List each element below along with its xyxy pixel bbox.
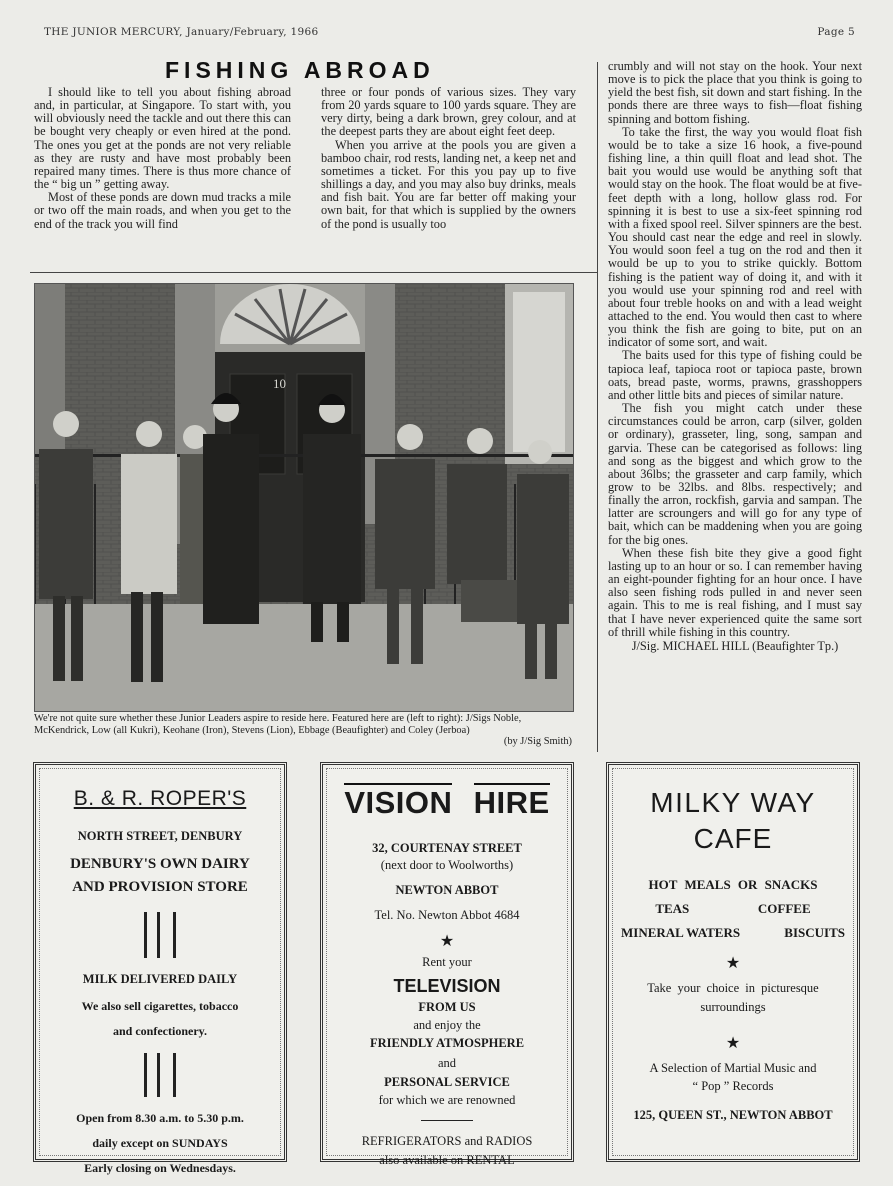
cafe-selection-2: “ Pop ” Records — [692, 1079, 774, 1093]
cafe-teas: TEAS — [655, 901, 690, 916]
vision-renowned: for which we are renowned — [378, 1093, 516, 1107]
cafe-address: 125, QUEEN ST., NEWTON ABBOT — [633, 1108, 833, 1122]
cafe-snacks-row — [621, 925, 845, 941]
cafe-take-2: surroundings — [700, 1000, 766, 1014]
vision-hire-logo — [335, 785, 559, 821]
page-number: Page 5 — [817, 26, 855, 38]
vision-rental: also available on RENTAL — [379, 1153, 515, 1167]
star-icon: ★ — [725, 955, 741, 972]
vision-next-door: (next door to Woolworths) — [380, 858, 514, 872]
article-column-3 — [608, 60, 862, 653]
roper-address: NORTH STREET, DENBURY — [77, 829, 243, 843]
author-signature: J/Sig. MICHAEL HILL (Beaufighter Tp.) — [631, 638, 839, 653]
cafe-take-1: Take your choice in picturesque — [647, 981, 819, 995]
vision-service: PERSONAL SERVICE — [384, 1075, 510, 1089]
paragraph: When you arrive at the pools you are given a bamboo chair, rod rests, landing net, a keep net and sometimes a ticket. For this you pay up to five shillings a day, and you may also buy drinks, meals and fish bait. You are far better off making your own bait, for that which is supplied by the owners of the pond is usually too — [321, 137, 576, 231]
vision-fridge: REFRIGERATORS and RADIOS — [361, 1134, 533, 1148]
article-column-1 — [34, 86, 291, 231]
photo-credit: (by J/Sig Smith) — [503, 736, 572, 747]
roper-hours-2: daily except on SUNDAYS — [92, 1136, 228, 1150]
divider-bars — [144, 912, 176, 958]
cafe-hot-meals: HOT MEALS OR SNACKS — [648, 877, 818, 892]
vision-rent: Rent your — [422, 955, 472, 969]
paragraph: The baits used for this type of fishing could be tapioca leaf, tapioca root or tapioca paste, brown oats, bread paste, worms, prawns, grasshoppers and other little bits and pieces of similar nature. — [608, 348, 862, 402]
vision-word: VISION — [344, 785, 453, 820]
roper-dairy-line: DENBURY'S OWN DAIRY — [70, 856, 250, 872]
paragraph: The fish you might catch under these circumstances could be arron, carp (silver, golden or ordinary), grasseter, ling, song, sampan and garvia. These can be categorised as follows: ling and song as the biggest and which grow to the about 36lbs; the grasseter and carp family, which grow to be 32lbs. and 8lbs. respectively; and finally the arron, rockfish, garvia and sampan. The latter are scroungers and will go for any type of bait, which can be maddening when you are going for the big ones. — [608, 401, 862, 547]
roper-hours-3: Early closing on Wednesdays. — [84, 1161, 236, 1175]
roper-milk: MILK DELIVERED DAILY — [82, 972, 238, 986]
star-icon: ★ — [439, 933, 455, 950]
column-rule — [597, 62, 598, 752]
vision-from-us: FROM US — [418, 1000, 476, 1014]
article-title: FISHING ABROAD — [165, 57, 435, 83]
cafe-selection-1: A Selection of Martial Music and — [649, 1061, 817, 1075]
group-photo — [34, 283, 574, 712]
roper-advert — [33, 762, 287, 1175]
vision-tel: Tel. No. Newton Abbot 4684 — [374, 908, 520, 922]
roper-name: B. & R. ROPER'S — [73, 787, 247, 810]
divider-bars — [144, 1053, 176, 1097]
cafe-mineral: MINERAL WATERS — [621, 925, 741, 940]
cafe-biscuits: BISCUITS — [784, 925, 845, 940]
roper-provision-line: AND PROVISION STORE — [72, 879, 248, 895]
paragraph: I should like to tell you about fishing abroad and, in particular, at Singapore. To start with, you will obviously need the tackle and out there this can be bought very cheaply or even hired at the pond. The ones you get at the ponds are not very reliable as they are rusty and have most probably been repaired many times. There is thus more chance of the “ big un ” getting away. — [34, 85, 291, 192]
paragraph: crumbly and will not stay on the hook. Your next move is to pick the place that you think is going to yield the best fish, sit down and start fishing. In the ponds there are three ways to fish—float fishing spinning and bottom fishing. — [608, 59, 862, 126]
cafe-coffee: COFFEE — [757, 901, 811, 916]
vision-address: 32, COURTENAY STREET — [372, 841, 522, 855]
cafe-name-2: CAFE — [693, 823, 773, 854]
downing-street-photo — [35, 284, 573, 711]
photo-top-rule — [30, 272, 597, 273]
paragraph: To take the first, the way you would float fish would be to take a size 16 hook, a five-pound fishing line, a thin quill float and lead shot. The bait you would use would be anything soft that would stay on the hook. The float would be at five-feet depth with a long, hollow glass rod. For spinning it is best to use a six-feet spinning rod with a fixed spool reel. Silver spinners are the best. You should cast near the edge and reel in slowly. You would soon feel a tug on the rod and then it would be up to you to strike quickly. Bottom fishing is the patient way of doing it, and with it you would use your spinning rod and reel with about four treble hooks on and with a lead weight attached to the end. You would then cast to where you think the fish are going to bite, put on an indicator of some sort, and wait. — [608, 124, 862, 350]
paragraph: Most of these ponds are down mud tracks a mile or two off the main roads, and when you get to the end of the track you will find — [34, 190, 291, 231]
star-icon: ★ — [725, 1035, 741, 1052]
article-column-2 — [321, 86, 576, 231]
cafe-drinks-row — [621, 901, 845, 917]
roper-sell-2: and confectionery. — [113, 1024, 207, 1038]
milky-way-advert — [606, 762, 860, 1162]
vision-town: NEWTON ABBOT — [395, 883, 499, 897]
roper-hours-1: Open from 8.30 a.m. to 5.30 p.m. — [76, 1111, 244, 1125]
vision-friendly: FRIENDLY ATMOSPHERE — [369, 1036, 525, 1050]
vision-television: TELEVISION — [393, 976, 501, 996]
vision-enjoy: and enjoy the — [413, 1018, 481, 1032]
roper-sell-1: We also sell cigarettes, tobacco — [81, 999, 239, 1013]
paragraph: three or four ponds of various sizes. They vary from 20 yards square to 100 yards square. They are very dirty, being a dark brown, grey colour, and at the deepest parts they are about eight feet deep. — [321, 85, 576, 139]
running-header: THE JUNIOR MERCURY, January/February, 1966 — [44, 26, 319, 38]
hire-word: HIRE — [473, 785, 550, 820]
vision-and: and — [437, 1056, 457, 1070]
paragraph: When these fish bite they give a good fight lasting up to an hour or so. I can remember having an eight-pounder fighting for an hour once. I have also seen fishing rods pulled in and never seen again. This to me is real fishing, and I must say that I have never experienced quite the same sort of thrill while fishing in this country. — [608, 545, 862, 639]
divider-line — [421, 1120, 473, 1121]
cafe-name-1: MILKY WAY — [650, 787, 816, 818]
door-number: 10 — [273, 376, 286, 391]
photo-caption: We're not quite sure whether these Junior Leaders aspire to reside here. Featured here are (left to right): J/Sigs Noble, McKendrick, Low (all Kukri), Keohane (Iron), Stevens (Lion), Ebbage (Beaufighter) and Coley (Jerboa) — [34, 713, 522, 736]
vision-hire-advert — [320, 762, 574, 1167]
